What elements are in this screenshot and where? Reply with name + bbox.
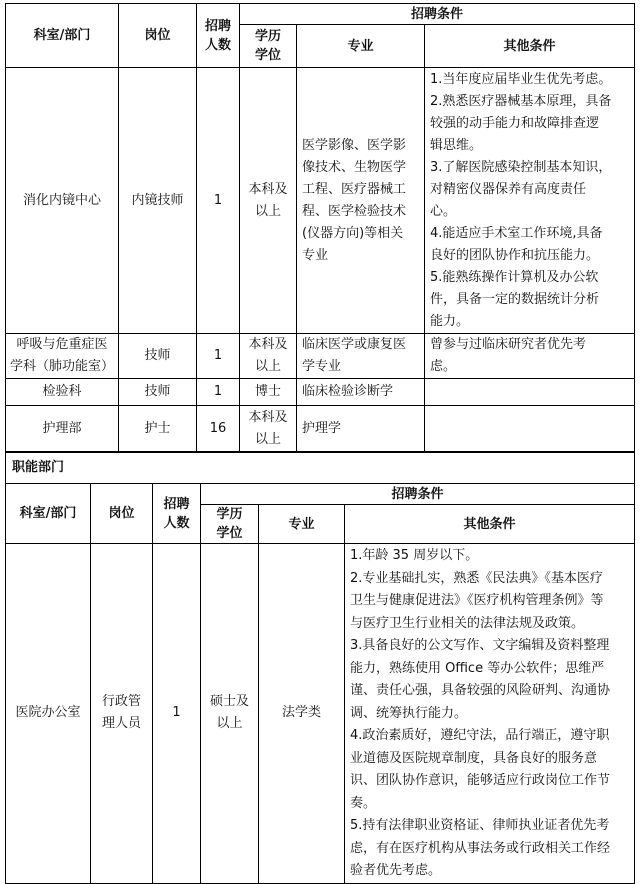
- cell-other: 1.当年度应届毕业生优先考虑。 2.熟悉医疗器械基本原理，具备 较强的动手能力和故障排查逻 辑思维。 3.了解医院感染控制基本知识， 对精密仪器保养有高度责任 心。 4.能适应手术室工作环境,具备 良好的团队协作和抗压能力。 5.能熟练操作计算机及办公软 件，具备一定的数据统计分析 能力。: [425, 68, 635, 334]
- header-conditions: 招聘条件: [240, 4, 635, 25]
- cell-count: 1: [197, 334, 240, 379]
- cell-dept: 检验科: [6, 379, 119, 406]
- table-row: [6, 68, 635, 334]
- header-edu: 学历 学位: [201, 505, 259, 544]
- cell-major: 临床检验诊断学: [297, 379, 425, 406]
- header-other: 其他条件: [345, 505, 635, 544]
- header-major: 专业: [297, 25, 425, 68]
- cell-edu: 本科及 以上: [240, 68, 297, 334]
- header-post: 岗位: [91, 484, 153, 544]
- header-dept: 科室/部门: [6, 4, 119, 68]
- cell-edu: 本科及 以上: [240, 406, 297, 452]
- table-row: [6, 379, 635, 406]
- cell-other: 曾参与过临床研究者优先考 虑。: [425, 334, 635, 379]
- cell-major: 临床医学或康复医 学专业: [297, 334, 425, 379]
- cell-count: 1: [197, 379, 240, 406]
- cell-major: 护理学: [297, 406, 425, 452]
- header-edu: 学历 学位: [240, 25, 297, 68]
- cell-count: 1: [153, 544, 201, 884]
- table-row: [6, 406, 635, 452]
- header-conditions: 招聘条件: [201, 484, 635, 505]
- cell-count: 16: [197, 406, 240, 452]
- header-count: 招聘 人数: [197, 4, 240, 68]
- cell-edu: 本科及 以上: [240, 334, 297, 379]
- cell-post: 护士: [119, 406, 197, 452]
- cell-dept: 医院办公室: [6, 544, 91, 884]
- table-row: [6, 334, 635, 379]
- cell-post: 技师: [119, 379, 197, 406]
- recruitment-table-functional: [5, 452, 635, 884]
- header-other: 其他条件: [425, 25, 635, 68]
- section-title: 职能部门: [6, 453, 635, 484]
- cell-edu: 博士: [240, 379, 297, 406]
- table-row: [6, 544, 635, 884]
- cell-major: 医学影像、医学影 像技术、生物医学 工程、医疗器械工 程、医学检验技术 (仪器方向)等相关 专业: [297, 68, 425, 334]
- cell-count: 1: [197, 68, 240, 334]
- cell-other: [425, 379, 635, 406]
- cell-post: 技师: [119, 334, 197, 379]
- header-count: 招聘 人数: [153, 484, 201, 544]
- cell-dept: 护理部: [6, 406, 119, 452]
- header-dept: 科室/部门: [6, 484, 91, 544]
- header-major: 专业: [259, 505, 345, 544]
- recruitment-table-clinical: [5, 3, 635, 452]
- cell-major: 法学类: [259, 544, 345, 884]
- cell-other: 1.年龄 35 周岁以下。 2.专业基础扎实，熟悉《民法典》《基本医疗 卫生与健康促进法》《医疗机构管理条例》等 与医疗卫生行业相关的法律法规及政策。 3.具备良好的公文写作、文字编辑及资料整理 能力，熟练使用 Office 等办公软件；思维严 谨、责任心强，具备较强的风险研判、沟通协 调、统筹执行能力。 4.政治素质好，遵纪守法，品行端正，遵守职 业道德及医院规章制度，具备良好的服务意 识、团队协作意识，能够适应行政岗位工作节 奏。 5.持有法律职业资格证、律师执业证者优先考 虑，有在医疗机构从事法务或行政相关工作经 验者优先考虑。: [345, 544, 635, 884]
- cell-post: 行政管 理人员: [91, 544, 153, 884]
- cell-edu: 硕士及 以上: [201, 544, 259, 884]
- header-post: 岗位: [119, 4, 197, 68]
- cell-other: [425, 406, 635, 452]
- cell-dept: 呼吸与危重症医 学科（肺功能室）: [6, 334, 119, 379]
- cell-post: 内镜技师: [119, 68, 197, 334]
- cell-dept: 消化内镜中心: [6, 68, 119, 334]
